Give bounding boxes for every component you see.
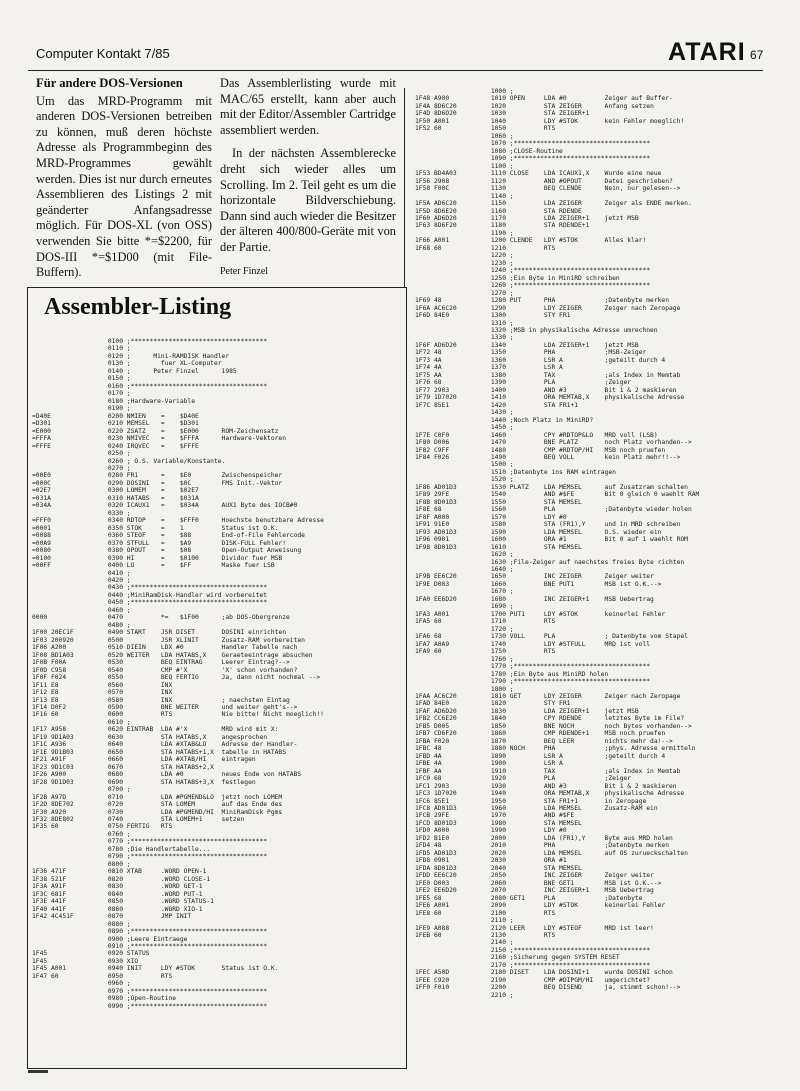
code-line: 1F98 8D01D3 1610 STA MEMSEL [415, 543, 582, 551]
code-line: 1F91 91E0 1580 STA (FR1),Y und in MRD schreiben [415, 521, 681, 529]
code-line: 1790 ;************************************ [415, 678, 651, 686]
code-line: 0980 ;Open-Routine [32, 995, 177, 1003]
code-line: 1F77 2903 1400 AND #3 Bit 1 & 2 maskieren [415, 386, 677, 394]
code-line: 0120 ; Mini-RAMDISK Handler [32, 352, 230, 360]
code-line: 1FC3 1D7020 1940 ORA MEMTAB,X physikalische Adresse [415, 790, 685, 798]
code-line: =0001 0350 STOK = 1 Status ist O.K. [32, 524, 279, 532]
code-line: 1FE8 60 2100 RTS [415, 909, 556, 917]
code-line: 1FD5 AD01D3 2020 LDA MEMSEL auf OS zurueckschalten [415, 849, 688, 857]
code-line: 1FD4 48 2010 PHA ;Datenbyte merken [415, 842, 670, 850]
code-line: 1F82 C9FF 1480 CMP #RDTOP/HI MSB noch pruefen [415, 446, 666, 454]
code-line: 1FB5 D005 1850 BNE NOCH noch Bytes vorhanden--> [415, 722, 692, 730]
code-line: 1F2B A97D 0710 LDA #PGMEND&LO jetzt noch LOMEM [32, 793, 283, 801]
code-line: 1F0D C958 0540 CMP #'X 'X' schon vorhanden? [32, 666, 298, 674]
code-line: 1F40 441F 0860 .WORD XIO-1 [32, 905, 203, 913]
code-line: =031A 0310 HATABS = $031A [32, 494, 199, 502]
code-line: 0910 ;************************************ [32, 942, 268, 950]
code-line: 0150 ; [32, 375, 131, 383]
code-line: 0260 ; O.S. Variable/Konstante. [32, 457, 226, 465]
code-line: 1F75 AA 1380 TAX ;als Index in Memtab [415, 371, 681, 379]
code-line: 0770 ;************************************ [32, 838, 268, 846]
code-line: 1F56 2908 1120 AND #OPOUT Datei geschrieben? [415, 177, 673, 185]
code-line: 1F23 9D1C03 0670 STA HATABS+2,X [32, 763, 214, 771]
code-line: 1FA9 60 1750 RTS [415, 648, 556, 656]
code-line: 0270 ; [32, 464, 131, 472]
code-line: =FFFE 0240 IRQVEC = $FFFE [32, 442, 199, 450]
code-line: 1090 ;************************************ [415, 155, 651, 163]
code-line: 0430 ;************************************ [32, 584, 268, 592]
code-line: 1F2D 8DE702 0720 STA LOMEM auf das Ende des [32, 801, 283, 809]
code-line: 1760 ; [415, 655, 514, 663]
paragraph: In der nächsten Assemblerecke dreht sich wieder alles um Scrolling. Im 2. Teil geht es um die horizontale Bildverschiebung. Dann sind auch wieder die Besitzer der älteren 400/800-Geräte mit von der Partie. [220, 146, 396, 254]
code-line: 1FA3 A001 1700 PUT1 LDY #STOK keinerlei Fehler [415, 610, 666, 618]
code-line: 1FC1 2903 1930 AND #3 Bit 1 & 2 maskieren [415, 782, 677, 790]
code-line: 0890 ;************************************ [32, 928, 268, 936]
code-line: 0460 ; [32, 606, 131, 614]
code-line: 2140 ; [415, 939, 514, 947]
page-number: 67 [750, 48, 764, 62]
code-line: 1F48 A900 1010 OPEN LDA #0 Zeiger auf Buffer- [415, 95, 673, 103]
code-line: 1F28 9D1D03 0690 STA HATABS+3,X festlegen [32, 778, 256, 786]
code-line: 1000 ; [415, 88, 514, 95]
code-line: 1F1E 9D1B03 0650 STA HATABS+1,X tabelle in HATABS [32, 748, 287, 756]
code-line: 1F0F F024 0550 BEQ FERTIG Ja, dann nicht nochmal --> [32, 674, 321, 682]
article-column-1 [36, 76, 212, 289]
brand-title: ATARI [668, 38, 746, 66]
code-line: 1F17 A958 0620 EINTRAB LDA #'X MRD wird mit X: [32, 726, 279, 734]
code-line: 0960 ; [32, 980, 131, 988]
code-line: 1F4D 8D6D20 1030 STA ZEIGER+1 [415, 110, 590, 118]
code-line: 1F45 0920 STATUS [32, 950, 150, 958]
code-line: 1FE0 D003 2060 BNE GET1 MSB ist O.K.--> [415, 879, 662, 887]
code-line: 1440 ;Noch Platz in MiniRD? [415, 416, 594, 424]
code-line: 1320 ;MSB in physikalische Adresse umrechnen [415, 327, 658, 334]
code-line: 1F89 29FE 1540 AND #$FE Bit 0 gleich 0 waehlt RAM [415, 491, 700, 499]
code-line: 2150 ;************************************ [415, 946, 651, 954]
code-line: =034A 0320 ICAUX1 = $034A AUX1 Byte des IOCB#0 [32, 502, 298, 510]
code-line: 1F69 48 1280 PUT PHA ;Datenbyte merken [415, 297, 670, 305]
code-line: 1F73 4A 1360 LSR A ;geteilt durch 4 [415, 356, 666, 364]
code-line: 1FE2 EE6D20 2070 INC ZEIGER+1 MSB Uebertrag [415, 887, 654, 895]
code-line: 0420 ; [32, 577, 131, 584]
code-line: 0610 ; [32, 718, 131, 726]
code-line: 0480 ; [32, 621, 131, 629]
code-line: 1F80 D006 1470 BNE PLATZ noch Platz vorhanden--> [415, 439, 692, 447]
code-line: 1F86 AD01D3 1530 PLATZ LDA MEMSEL auf Zusatzram schalten [415, 483, 688, 491]
code-line: 1FCB 29FE 1970 AND #$FE [415, 812, 575, 820]
code-line: 2160 ;Sicherung gegen SYSTEM RESET [415, 954, 620, 962]
code-line: 0970 ;************************************ [32, 987, 268, 995]
code-line: 1F63 8D6F20 1180 STA RDENDE+1 [415, 222, 590, 230]
code-line: 1140 ; [415, 192, 514, 200]
code-line: 1F14 D0F2 0590 BNE WEITER und weiter geht's--> [32, 703, 298, 711]
code-line: 0190 ; [32, 405, 131, 413]
code-line: 1F7E C0F0 1460 CPY #RDTOP&LO MRD voll (LSB) [415, 431, 658, 439]
code-line: 1310 ; [415, 319, 514, 327]
code-line: 1FAD 84E0 1820 STY FR1 [415, 700, 571, 708]
code-line: 1F50 A001 1040 LDY #STOK kein Fehler moeglich! [415, 117, 685, 125]
code-line: 0100 ;************************************ [32, 338, 268, 345]
code-line: 1FE9 A088 2120 LEER LDY #STEOF MRD ist leer! [415, 924, 654, 932]
code-line: 1FA7 A0A9 1740 LDY #STFULL MRD ist voll [415, 640, 651, 648]
code-line: 1FF0 F010 2200 BEQ DISEND ja, stimmt schon!--> [415, 984, 681, 992]
code-line: 1F35 60 0750 FERTIG RTS [32, 823, 173, 831]
code-line: 1F66 A001 1200 CLENDE LDY #STOK Alles klar! [415, 237, 647, 245]
code-line: 1430 ; [415, 409, 514, 417]
code-line: 1640 ; [415, 566, 514, 573]
code-line: 1FBD 4A 1890 LSR A ;geteilt durch 4 [415, 752, 666, 760]
code-line: 2170 ;************************************ [415, 961, 651, 969]
code-line: =D40E 0200 NMIEN = $D40E [32, 412, 199, 420]
code-line: 0780 ;Die Handlertabelle... [32, 845, 211, 853]
paragraph: Das Assemblerlisting wurde mit MAC/65 erstellt, kann aber auch mit der Editor/Assembler Cartridge assembliert werden. [220, 76, 396, 137]
code-line: 1F72 48 1350 PHA ;MSB-Zeiger [415, 349, 647, 357]
code-line: 1FCD 8D01D3 1980 STA MEMSEL [415, 819, 582, 827]
code-line: 1F36 471F 0810 XTAB .WORD OPEN-1 [32, 868, 207, 876]
code-line: 1260 ;************************************ [415, 282, 651, 290]
code-line: 0440 ;MiniRamDisk-Handler wird vorbereitet [32, 591, 268, 599]
code-line: 1F38 521F 0820 .WORD CLOSE-1 [32, 875, 211, 883]
code-line: 1330 ; [415, 334, 514, 342]
code-line: 1F3C 681F 0840 .WORD PUT-1 [32, 890, 203, 898]
code-line: 1500 ; [415, 461, 514, 469]
code-line: =00A9 0370 STFULL = $A9 DISK-FULL Fehler! [32, 539, 287, 547]
listing-left [32, 338, 324, 1010]
code-line: 1FC8 AD01D3 1960 LDA MEMSEL Zusatz-RAM ein [415, 805, 658, 812]
code-line: 1FB7 CD6F20 1860 CMP RDENDE+1 MSB noch pruefen [415, 730, 666, 738]
code-line: 1F68 60 1210 RTS [415, 244, 556, 252]
page-header [28, 40, 763, 71]
code-line: 1F0B F00A 0530 BEQ EINTRAG Leerer Eintrag?--> [32, 659, 290, 667]
code-line: 1F32 8DE802 0740 STA LOMEM+1 setzen [32, 816, 245, 823]
code-line: 1F5D 8D6E20 1160 STA RDENDE [415, 207, 582, 215]
code-line: 1F6A AC6C20 1290 LDY ZEIGER Zeiger nach Zeropage [415, 304, 681, 312]
code-line: 1520 ; [415, 476, 514, 484]
code-line: 0900 ;Leere Eintraege [32, 935, 188, 943]
code-line: 1FEC A50D 2180 DISET LDA DOSINI+1 wurde DOSINI schon [415, 969, 673, 977]
code-line: 0330 ; [32, 509, 131, 517]
code-line: 1F6D 84E0 1300 STY FR1 [415, 312, 571, 320]
code-line: 1F79 1D7020 1410 ORA MEMTAB,X physikalische Adresse [415, 394, 685, 402]
code-line: 1FBE 4A 1900 LSR A [415, 760, 563, 768]
code-line: =0100 0390 HI = $0100 Dividor fuer MSB [32, 554, 283, 562]
code-line: =00FF 0400 LO = $FF Maske fuer LSB [32, 562, 275, 570]
article-column-2 [220, 76, 396, 279]
code-line: 1F5A AD6C20 1150 LDA ZEIGER Zeiger als ENDE merken. [415, 200, 692, 208]
code-line: 1F47 60 0950 RTS [32, 972, 173, 980]
code-line: 1F30 A920 0730 LDA #PGMEND/HI MiniRamDisk Pgms [32, 808, 283, 816]
code-line: 1F03 200920 0500 JSR XLINIT Zusatz-RAM vorbereiten [32, 636, 305, 644]
code-line: 0000 0470 *= $1F00 ;ab DOS-Obergrenze [32, 614, 290, 622]
code-line: 1F76 68 1390 PLA ;Zeiger [415, 379, 632, 387]
code-line: 0250 ; [32, 450, 131, 458]
code-line: 1FDA 8D01D3 2040 STA MEMSEL [415, 864, 582, 872]
code-line: 1690 ; [415, 603, 514, 611]
code-line: =0088 0360 STEOF = $88 End-of-File Fehlercode [32, 532, 305, 540]
code-line: 0790 ;************************************ [32, 853, 268, 861]
code-line: 0450 ;************************************ [32, 599, 268, 607]
code-line: 1FAF AD6D20 1830 LDA ZEIGER+1 jetzt MSB [415, 707, 639, 715]
code-line: 1F4A 8D6C20 1020 STA ZEIGER Anfang setzen [415, 102, 654, 110]
code-line: 1F42 4C451F 0870 JMP INIT [32, 913, 192, 921]
code-line: 1220 ; [415, 252, 514, 260]
code-line: 1F1C A936 0640 LDA #XTAB&LO Adresse der Handler- [32, 741, 298, 749]
code-line: 0130 ; fuer XL-Computer [32, 360, 222, 368]
code-line: 0700 ; [32, 786, 131, 794]
code-line: 1100 ; [415, 162, 514, 170]
code-line: 1770 ;************************************ [415, 663, 651, 671]
code-line: 1FD2 B1E0 2000 LDA (FR1),Y Byte aus MRD holen [415, 834, 673, 842]
code-line: 1F84 F026 1490 BEQ VOLL kein Platz mehr!!--> [415, 453, 681, 461]
code-line: 1080 ;CLOSE-Routine [415, 147, 563, 155]
code-line: 1F52 60 1050 RTS [415, 125, 556, 133]
code-line: 0990 ;************************************ [32, 1002, 268, 1010]
code-line: 1F8B 8D01D3 1550 STA MEMSEL [415, 498, 582, 506]
code-line: 1190 ; [415, 229, 514, 237]
code-line: 1F16 60 0600 RTS Nie bitte! Nicht moeglich!! [32, 711, 324, 719]
code-line: 1F93 AD01D3 1590 LDA MEMSEL O.S. wieder ein [415, 528, 662, 536]
code-line: 1F26 A900 0680 LDA #0 neues Ende von HATABS [32, 771, 302, 779]
code-line: 1FC0 68 1920 PLA ;Zeiger [415, 775, 632, 783]
code-line: 0880 ; [32, 920, 131, 928]
listing-title: Assembler-Listing [44, 294, 232, 320]
code-line: 1F3E 441F 0850 .WORD STATUS-1 [32, 898, 214, 906]
code-line: 1F8F A000 1570 LDY #0 [415, 513, 567, 521]
code-line: 1F21 A91F 0660 LDA #XTAB/HI eintragen [32, 756, 256, 764]
code-line: 1FE6 A001 2090 LDY #STOK keinerlei Fehler [415, 902, 666, 910]
code-line: 1F45 A001 0940 INIT LDY #STOK Status ist O.K. [32, 965, 279, 973]
code-line: 1510 ;Datenbyte ins RAM eintragen [415, 468, 616, 476]
code-line: 1240 ;************************************ [415, 267, 651, 275]
code-line: 1670 ; [415, 588, 514, 596]
print-mark [28, 1070, 48, 1073]
code-line: 1230 ; [415, 259, 514, 267]
code-line: 1F60 AD6D20 1170 LDA ZEIGER+1 jetzt MSB [415, 214, 639, 222]
code-line: 1630 ;File-Zeiger auf naechstes freies Byte richten [415, 558, 685, 566]
code-line: 1250 ;Ein Byte in MiniRD schreiben [415, 274, 620, 282]
code-line: 0160 ;************************************ [32, 382, 268, 390]
code-line: 1F8E 68 1560 PLA ;Datenbyte wieder holen [415, 506, 692, 514]
code-line: 1F12 E8 0570 INX [32, 689, 173, 697]
code-line: =0080 0380 OPOUT = $08 Open-Output Anweisung [32, 547, 302, 555]
code-line: 1270 ; [415, 289, 514, 297]
code-line: 1F00 20EC1F 0490 START JSR DISET DOSINI einrichten [32, 629, 287, 637]
code-line: 1FDD EE6C20 2050 INC ZEIGER Zeiger weiter [415, 872, 654, 880]
code-line: 1780 ;Ein Byte aus MiniRD holen [415, 670, 609, 678]
listing-right [415, 88, 699, 999]
code-line: 2210 ; [415, 991, 514, 999]
code-line: 1F06 A200 0510 DIEIN LDX #0 Handler Tabelle nach [32, 644, 298, 652]
code-line: 1FBA F020 1870 BEQ LEER nichts mehr da!--> [415, 737, 673, 745]
code-line: =000C 0290 DOSINI = $0C FMS Init.-Vektor [32, 479, 283, 487]
code-line: 1F45 0930 XIO [32, 957, 139, 965]
frame-line [404, 88, 405, 288]
code-line: 1F13 E8 0580 INX ; naechsten Eintag [32, 696, 290, 704]
code-line: 1FBF AA 1910 TAX ;als Index in Memtab [415, 767, 681, 775]
code-line: 1FD0 A000 1990 LDY #0 [415, 827, 567, 835]
code-line: 0110 ; [32, 345, 131, 353]
code-line: =D301 0210 MEMSEL = $D301 [32, 420, 199, 428]
code-line: 0800 ; [32, 860, 131, 868]
code-line: 1F19 9D1A03 0630 STA HATABS,X angesprochen [32, 733, 268, 741]
code-line: =00E0 0280 FR1 = $E0 Zwischenspeicher [32, 472, 283, 480]
code-line: 1620 ; [415, 551, 514, 559]
magazine-name: Computer Kontakt 7/85 [36, 46, 170, 61]
code-line: 1F58 F00C 1130 BEQ CLENDE Nein, nur gelesen--> [415, 185, 681, 193]
code-line: =FFFA 0230 NMIVEC = $FFFA Hardware-Vektoren [32, 435, 287, 443]
code-line: 1F08 BD1A03 0520 WEITER LDA HATABS,X Geraeteeintrage absuchen [32, 651, 313, 659]
code-line: 1FC6 85E1 1950 STA FR1+1 in Zeropage [415, 797, 647, 805]
code-line: 1FBC 48 1880 NOCH PHA ;phys. Adresse ermitteln [415, 745, 696, 753]
code-line: 1FD8 0901 2030 ORA #1 [415, 857, 567, 865]
code-line: 1720 ; [415, 625, 514, 633]
code-line: 0170 ; [32, 390, 131, 398]
code-line: 0760 ; [32, 830, 131, 838]
code-line: 1FEB 60 2130 RTS [415, 931, 556, 939]
code-line: 1060 ; [415, 132, 514, 140]
code-line: 1800 ; [415, 685, 514, 693]
code-line: 1F53 BD4A03 1110 CLOSE LDA ICAUX1,X Wurde eine neue [415, 170, 662, 178]
code-line: 1FB2 CC6E20 1840 CPY RDENDE letztes Byte im File? [415, 715, 685, 723]
code-line: 2110 ; [415, 917, 514, 925]
code-line: 1FA5 60 1710 RTS [415, 618, 556, 626]
paragraph: Um das MRD-Programm mit anderen DOS-Versionen betreiben zu können, muß deren höchste Adresse als Programmbeginn des MRD-Programmes gewählt werden. Dies ist nur durch erneutes Assemblieren des Listings 2 mit geänderter Anfangsadresse möglich. Für DOS-XL (von OSS) verwenden Sie bitte *=$2200, für DOS-III *=$1D00 (mit File-Buffern). [36, 93, 212, 280]
code-line: 1F6F AD6D20 1340 LDA ZEIGER+1 jetzt MSB [415, 341, 639, 349]
code-line: 1F7C 85E1 1420 STA FR1+1 [415, 401, 579, 409]
section-title: Für andere DOS-Versionen [36, 76, 183, 90]
code-line: =02E7 0300 LOMEM = $02E7 [32, 487, 199, 495]
code-line: 1F96 0901 1600 ORA #1 Bit 0 auf 1 waehlt ROM [415, 536, 688, 544]
code-line: 1450 ; [415, 424, 514, 432]
code-line: 1FAA AC6C20 1810 GET LDY ZEIGER Zeiger nach Zeropage [415, 692, 681, 700]
code-line: 0180 ;Hardware-Variable [32, 397, 196, 405]
code-line: 1FEE C920 2190 CMP #DIPGM/HI umgerichtet? [415, 976, 651, 984]
author: Peter Finzel [220, 265, 269, 277]
code-line: 1FA0 EE6D20 1680 INC ZEIGER+1 MSB Uebertrag [415, 595, 654, 603]
code-line: 1F3A A91F 0830 .WORD GET-1 [32, 883, 203, 891]
code-line: 1FE5 68 2080 GET1 PLA ;Datenbyte [415, 894, 643, 902]
code-line: 1070 ;************************************ [415, 140, 651, 148]
code-line: =FFF0 0340 RDTOP = $FFF0 Hoechste benutzbare Adresse [32, 517, 324, 525]
code-line: 1F9E D003 1660 BNE PUT1 MSB ist O.K.--> [415, 580, 662, 588]
code-line: 0410 ; [32, 569, 131, 577]
code-line: 1F11 E8 0560 INX [32, 681, 173, 689]
code-line: 1FA6 68 1730 VOLL PLA ; Datenbyte vom Stapel [415, 633, 688, 641]
code-line: 1F74 4A 1370 LSR A [415, 364, 563, 372]
code-line: 1F9B EE6C20 1650 INC ZEIGER Zeiger weiter [415, 573, 654, 581]
code-line: =E000 0220 ZSATZ = $E000 ROM-Zeichensatz [32, 427, 279, 435]
code-line: 0140 ; Peter Finzel 1985 [32, 367, 237, 375]
